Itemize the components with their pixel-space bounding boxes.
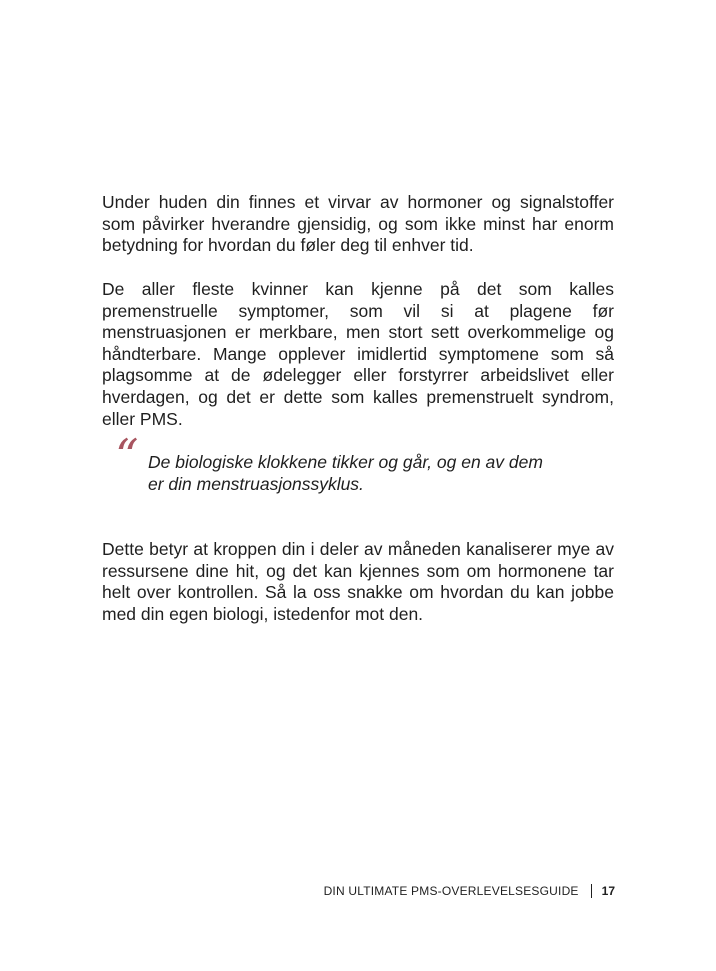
pull-quote [148,451,588,495]
pull-quote-line-2: er din menstruasjonssyklus. [148,474,364,494]
quote-mark-icon: “ [115,429,139,483]
pull-quote-line-1: De biologiske klokkene tikker og går, og en av dem [148,452,543,472]
footer-divider [591,884,592,898]
page-footer [324,883,615,899]
body-paragraph-2: De aller fleste kvinner kan kjenne på det som kalles premenstruelle symptomer, som vil si at plagene før menstruasjonen er merkbare, men stort sett overkommelige og håndterbare. Mange opplever imidlertid symptomene som så plagsomme at de ødelegger eller forstyrrer arbeidslivet eller hverdagen, og det er dette som kalles premenstruelt syndrom, eller PMS. [102,279,614,429]
page-number: 17 [601,884,615,898]
body-paragraph-3: Dette betyr at kroppen din i deler av måneden kanaliserer mye av ressursene dine hit, og det kan kjennes som om hormonene tar helt over kontrollen. Så la oss snakke om hvordan du kan jobbe med din egen biologi, istedenfor mot den. [102,539,614,624]
running-title: DIN ULTIMATE PMS-OVERLEVELSESGUIDE [323,884,579,898]
body-paragraph-1: Under huden din finnes et virvar av hormoner og signalstoffer som påvirker hverandre gjensidig, og som ikke minst har enorm betydning for hvordan du føler deg til enhver tid. [102,192,614,256]
